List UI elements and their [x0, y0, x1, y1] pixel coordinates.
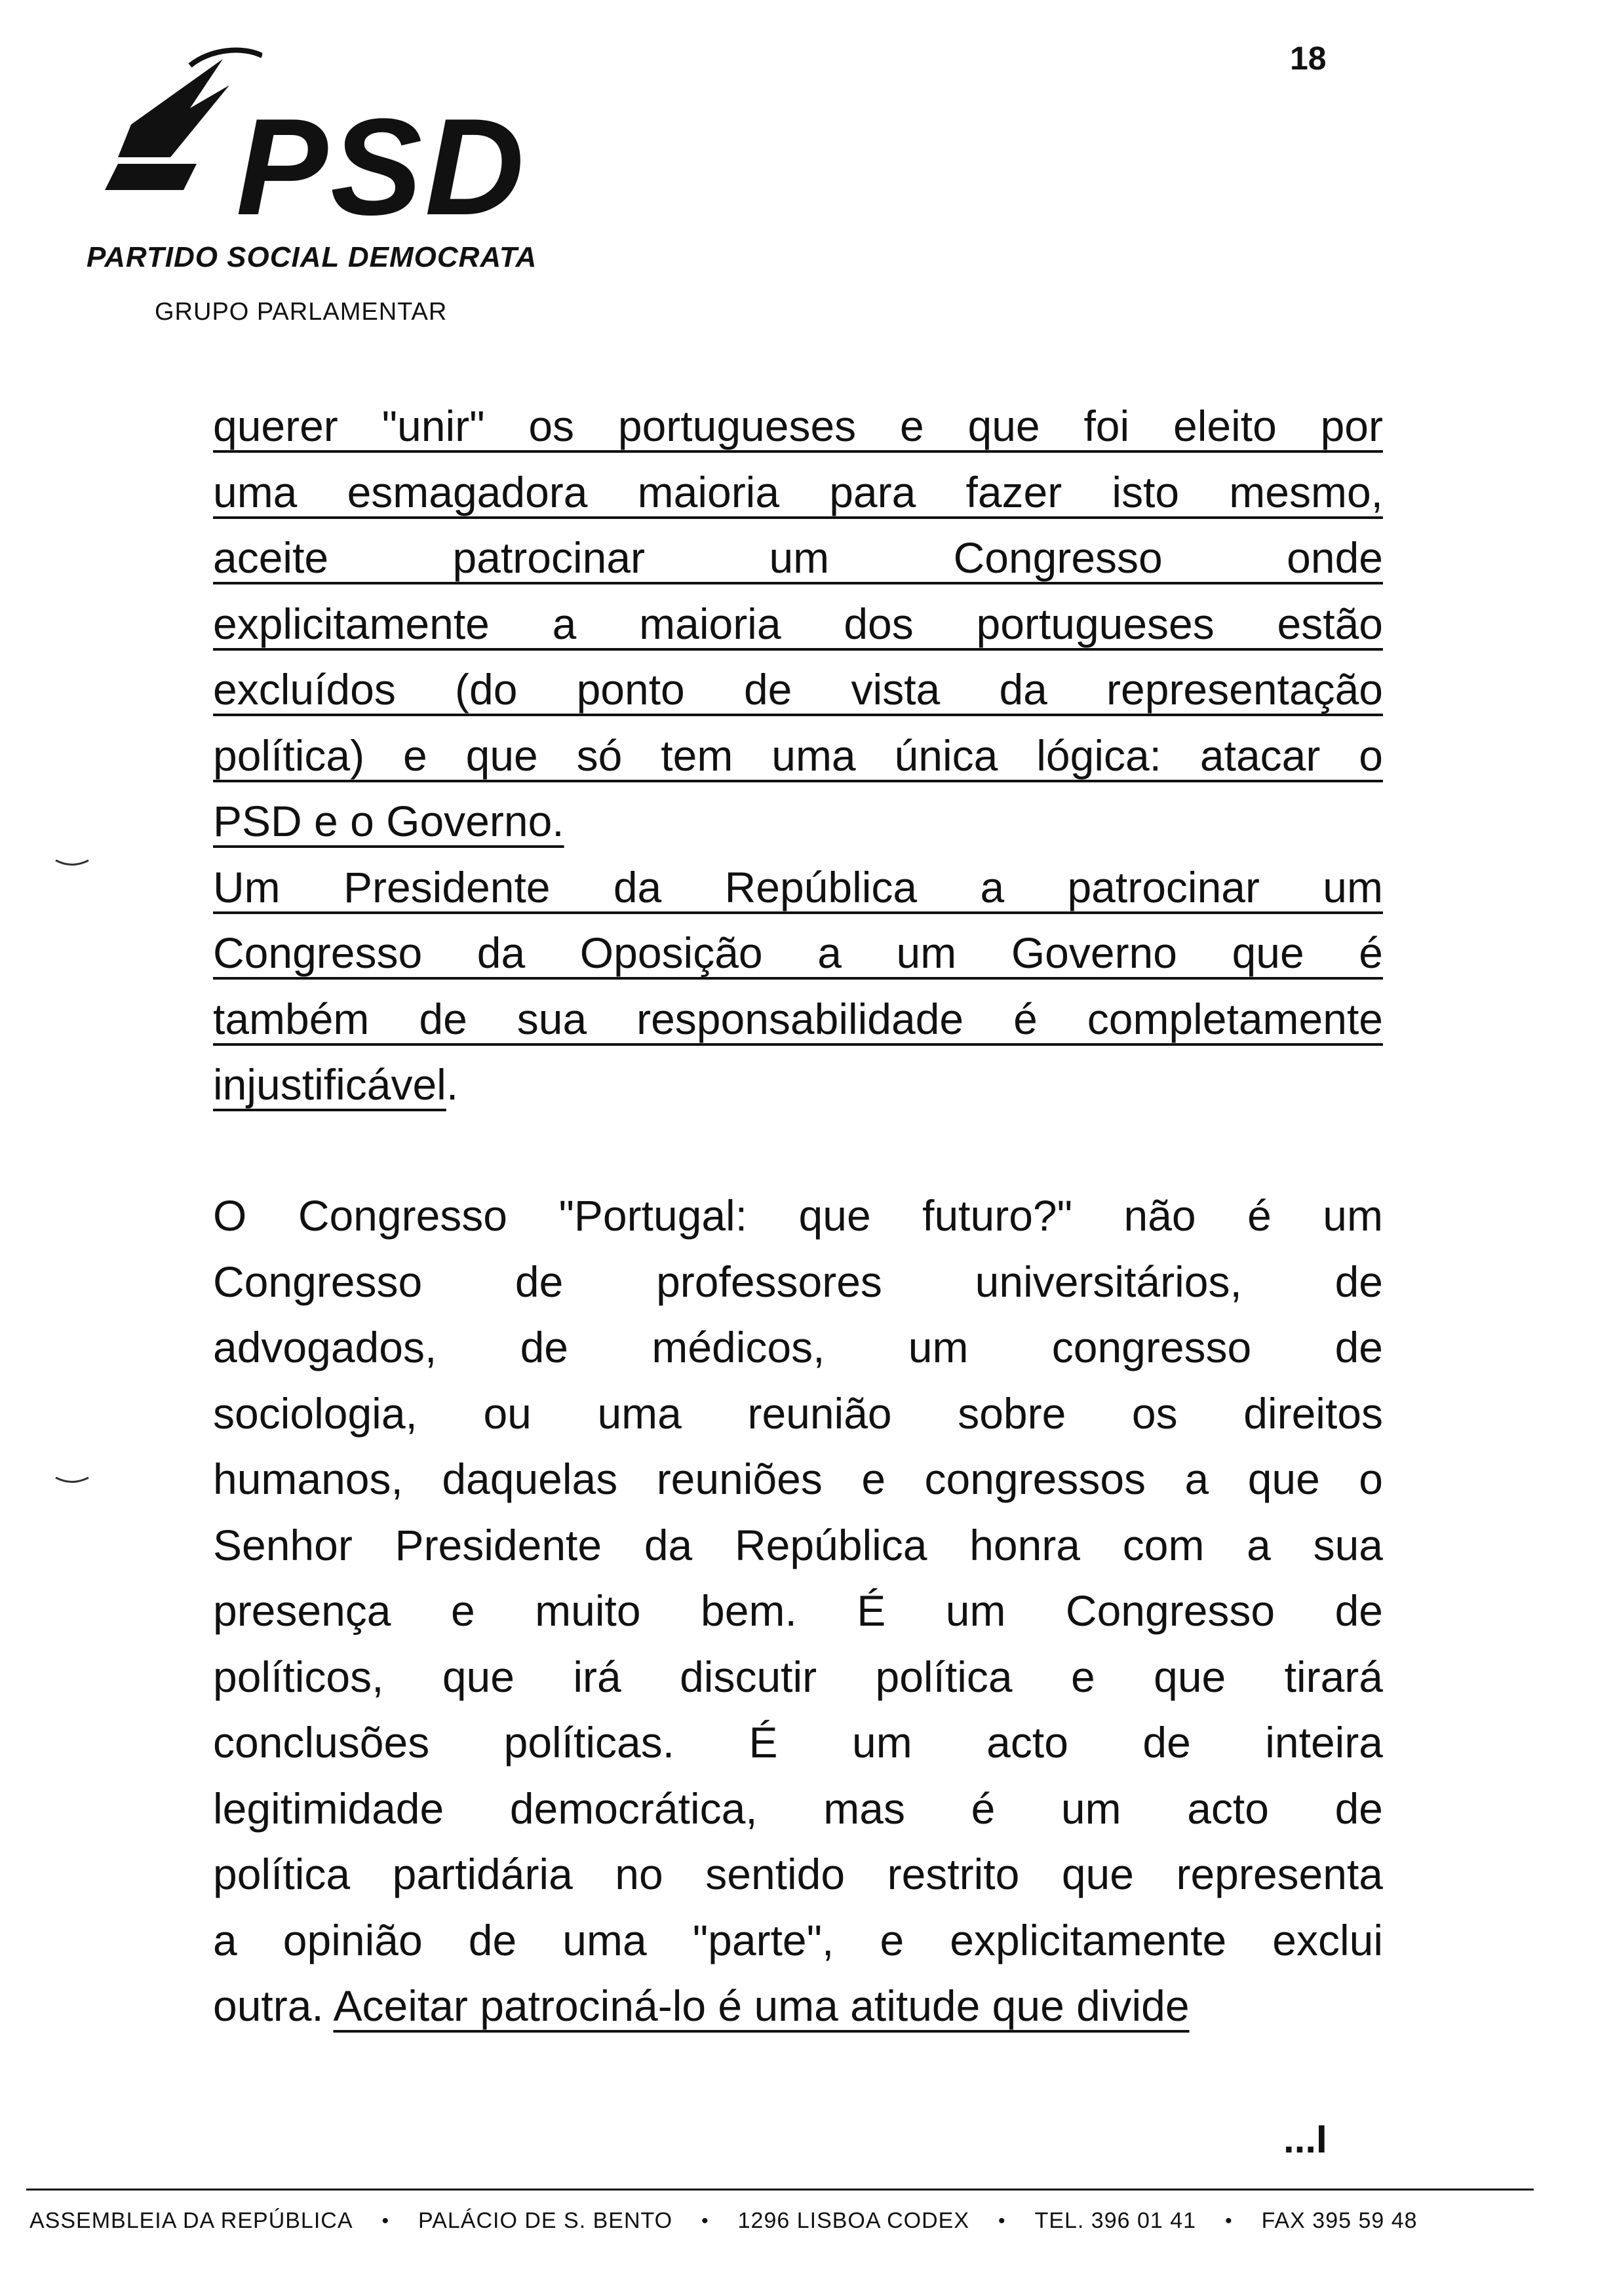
- footer-item: ASSEMBLEIA DA REPÚBLICA: [29, 2208, 353, 2233]
- text-line: políticos, que irá discutir política e que tirará: [213, 1652, 1383, 1701]
- text-line: advogados, de médicos, um congresso de: [213, 1323, 1383, 1371]
- logo-text: PSD: [236, 90, 527, 244]
- parliamentary-group: GRUPO PARLAMENTAR: [155, 298, 448, 326]
- text-line: política) e que só tem uma única lógica: atacar o: [213, 731, 1383, 780]
- footer-separator: •: [701, 2210, 709, 2232]
- margin-mark: [52, 857, 92, 870]
- text-line: uma esmagadora maioria para fazer isto mesmo,: [213, 467, 1383, 516]
- page-number: 18: [1290, 40, 1327, 77]
- text-line: Congresso da Oposição a um Governo que é: [213, 928, 1383, 977]
- text-line: legitimidade democrática, mas é um acto de: [213, 1784, 1383, 1833]
- footer: [29, 2208, 1537, 2234]
- footer-item: FAX 395 59 48: [1261, 2208, 1418, 2233]
- text-line: injustificável.: [213, 1060, 459, 1109]
- footer-separator: •: [998, 2210, 1006, 2232]
- text-line: a opinião de uma "parte", e explicitamente exclui: [213, 1915, 1383, 1964]
- text-line: O Congresso "Portugal: que futuro?" não é um: [213, 1191, 1383, 1240]
- psd-logo: [92, 46, 590, 242]
- text-line: outra. Aceitar patrociná-lo é uma atitude que divide: [213, 1981, 1190, 2030]
- footer-item: 1296 LISBOA CODEX: [737, 2208, 970, 2233]
- text-line: humanos, daquelas reuniões e congressos a que o: [213, 1455, 1383, 1503]
- text-line: Um Presidente da República a patrocinar um: [213, 862, 1383, 911]
- paragraph-2: [213, 1183, 1383, 2039]
- text-line: aceite patrocinar um Congresso onde: [213, 533, 1383, 582]
- paragraph-1: [213, 393, 1383, 1118]
- text-line: querer "unir" os portugueses e que foi eleito por: [213, 402, 1383, 450]
- text-line: PSD e o Governo.: [213, 797, 564, 845]
- footer-divider: [26, 2189, 1534, 2191]
- footer-separator: •: [381, 2210, 390, 2232]
- margin-mark: [52, 1474, 92, 1487]
- text-line: sociologia, ou uma reunião sobre os direitos: [213, 1388, 1383, 1438]
- continuation-mark: ...I: [1283, 2117, 1327, 2161]
- text-line: presença e muito bem. É um Congresso de: [213, 1586, 1383, 1635]
- text-line: excluídos (do ponto de vista da representação: [213, 665, 1383, 714]
- text-line: explicitamente a maioria dos portugueses estão: [213, 599, 1383, 648]
- footer-item: TEL. 396 01 41: [1034, 2208, 1197, 2233]
- text-line: conclusões políticas. É um acto de inteira: [213, 1718, 1383, 1767]
- footer-item: PALÁCIO DE S. BENTO: [418, 2208, 673, 2233]
- text-line: também de sua responsabilidade é completamente: [213, 994, 1383, 1043]
- party-name: PARTIDO SOCIAL DEMOCRATA: [87, 241, 537, 273]
- text-line: Senhor Presidente da República honra com a sua: [213, 1520, 1383, 1569]
- text-line: Congresso de professores universitários, de: [213, 1257, 1383, 1306]
- footer-separator: •: [1225, 2210, 1233, 2232]
- text-line: política partidária no sentido restrito que representa: [213, 1850, 1383, 1898]
